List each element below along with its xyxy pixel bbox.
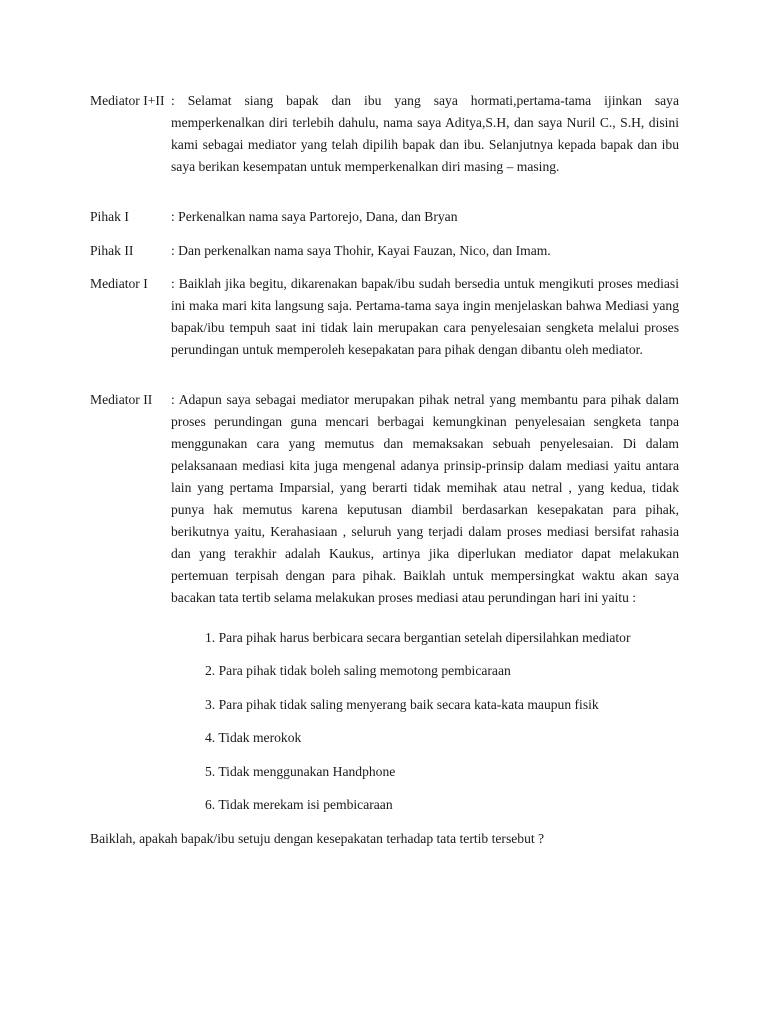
rule-item: 5. Tidak menggunakan Handphone [205,764,396,779]
speech-text: : Adapun saya sebagai mediator merupakan pihak netral yang membantu para pihak dalam proses perundingan guna mencari berbagai kemungkinan penyelesaian sengketa tanpa menggunakan cara yang memutus dan memaksakan sebuah penyelesaian. Di dalam pelaksanaan mediasi kita juga mengenal adanya prinsip-prinsip dalam mediasi yaitu antara lain yang pertama Imparsial, yang berarti tidak memihak atau netral , yang kedua, tidak punya hak memutus karena keputusan diambil berdasarkan kesepakatan para pihak, berikutnya yaitu, Kerahasiaan , seluruh yang terjadi dalam proses mediasi bersifat rahasia dan yang terakhir adalah Kaukus, artinya jika diperlukan mediator dapat melakukan pertemuan terpisah dengan para pihak. Baiklah untuk mempersingkat waktu akan saya bacakan tata tertib selama melakukan proses mediasi atau perundingan hari ini yaitu : [171,392,679,605]
rule-item: 6. Tidak merekam isi pembicaraan [205,797,393,812]
speech-text: : Perkenalkan nama saya Partorejo, Dana, dan Bryan [171,209,458,224]
speech-text: : Selamat siang bapak dan ibu yang saya hormati,pertama-tama ijinkan saya memperkenalkan diri terlebih dahulu, nama saya Aditya,S.H, dan saya Nuril C., S.H, disini kami sebagai mediator yang telah dipilih bapak dan ibu. Selanjutnya kepada bapak dan ibu saya berikan kesempatan untuk memperkenalkan diri masing – masing. [171,93,679,174]
rule-item: 2. Para pihak tidak boleh saling memotong pembicaraan [205,663,511,678]
speaker-label: Mediator II [90,392,153,407]
speaker-label: Mediator I [90,276,148,291]
speech-text: : Dan perkenalkan nama saya Thohir, Kayai Fauzan, Nico, dan Imam. [171,243,551,258]
closing-question: Baiklah, apakah bapak/ibu setuju dengan kesepakatan terhadap tata tertib tersebut ? [90,831,545,846]
rule-item: 3. Para pihak tidak saling menyerang baik secara kata-kata maupun fisik [205,697,599,712]
speech-text: : Baiklah jika begitu, dikarenakan bapak/ibu sudah bersedia untuk mengikuti proses mediasi ini maka mari kita langsung saja. Pertama-tama saya ingin menjelaskan bahwa Mediasi yang bapak/ibu tempuh saat ini tidak lain merupakan cara penyelesaian sengketa melalui proses perundingan untuk memperoleh kesepakatan para pihak dengan dibantu oleh mediator. [171,276,679,357]
speaker-label: Pihak II [90,243,134,258]
speaker-label: Mediator I+II [90,93,165,108]
rule-item: 1. Para pihak harus berbicara secara bergantian setelah dipersilahkan mediator [205,630,631,645]
rule-item: 4. Tidak merokok [205,730,302,745]
speaker-label: Pihak I [90,209,129,224]
